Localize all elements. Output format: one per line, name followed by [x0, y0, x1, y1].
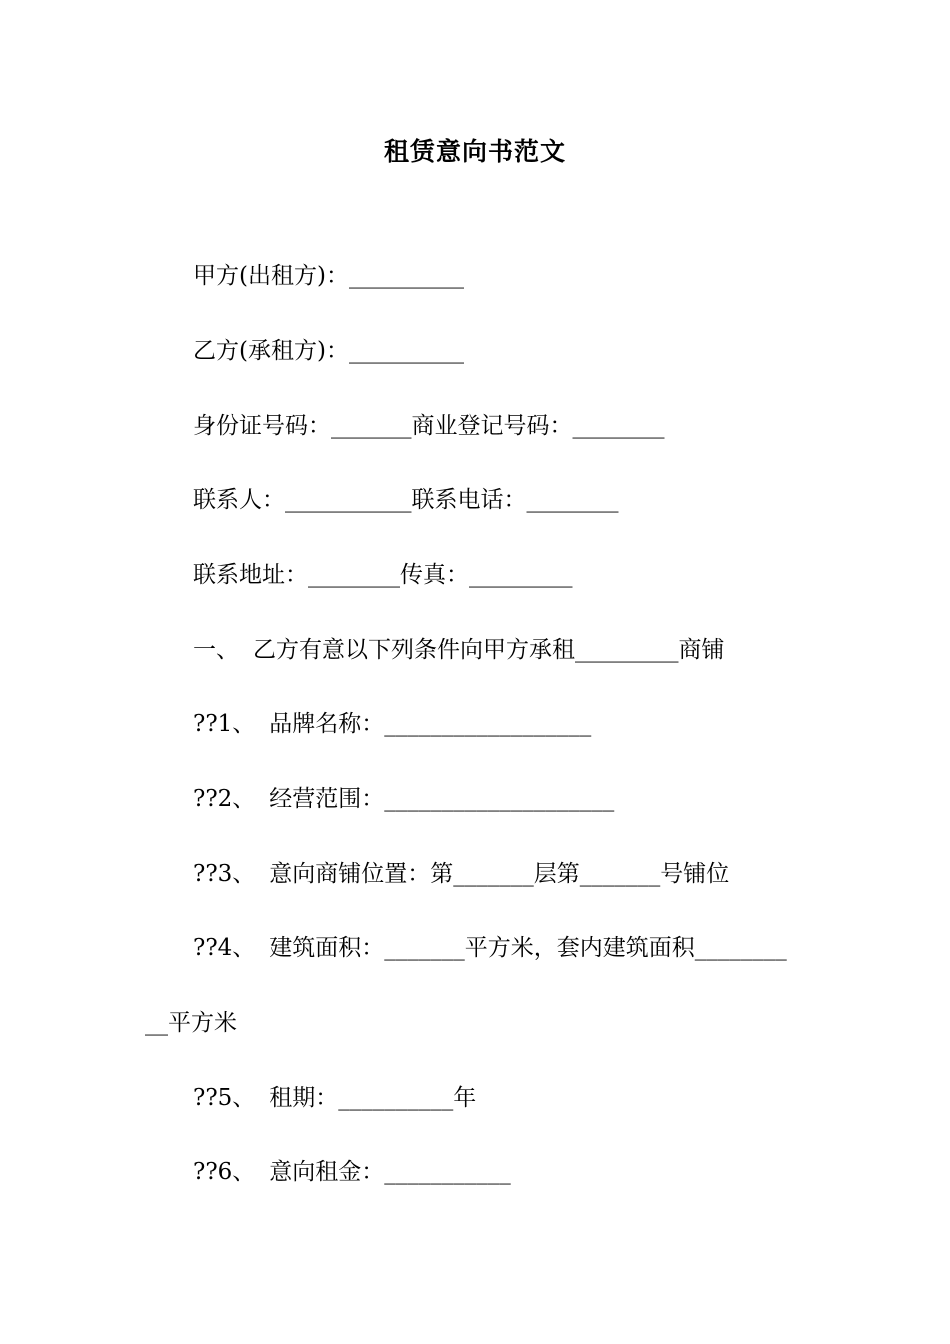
item-building-area — [193, 931, 787, 965]
party-b-line: 乙方(承租方)：__________ — [193, 338, 464, 364]
section-one-number: 一、 — [193, 637, 239, 663]
document-title: 租赁意向书范文 — [383, 137, 566, 166]
item-number: ??3、 — [193, 861, 256, 887]
section-one-text: 乙方有意以下列条件向甲方承租_________商铺 — [253, 637, 725, 663]
party-a-line: 甲方(出租方)：__________ — [193, 263, 464, 289]
contact-person-line: 联系人：___________联系电话：________ — [193, 487, 619, 513]
item-text: 建筑面积：_______平方米，套内建筑面积________ — [269, 935, 787, 961]
item-shop-location — [193, 857, 729, 891]
item-number: ??5、 — [193, 1085, 256, 1111]
item-text: 品牌名称：__________________ — [269, 711, 592, 737]
item-building-area-continuation: __平方米 — [145, 1010, 237, 1036]
item-intended-rent — [193, 1155, 511, 1189]
item-text: 意向商铺位置：第_______层第_______号铺位 — [269, 861, 730, 887]
item-brand-name — [193, 707, 591, 741]
item-text: 意向租金：___________ — [269, 1159, 511, 1185]
item-text: 租期：__________年 — [269, 1085, 477, 1111]
contact-address-line: 联系地址：________传真：_________ — [193, 562, 573, 588]
item-number: ??2、 — [193, 786, 256, 812]
item-lease-term — [193, 1081, 476, 1115]
id-number-line: 身份证号码：_______商业登记号码：________ — [193, 413, 665, 439]
item-number: ??1、 — [193, 711, 256, 737]
item-number: ??6、 — [193, 1159, 256, 1185]
item-number: ??4、 — [193, 935, 256, 961]
section-one-heading — [193, 633, 725, 667]
item-text: 经营范围：____________________ — [269, 786, 615, 812]
item-business-scope — [193, 782, 614, 816]
